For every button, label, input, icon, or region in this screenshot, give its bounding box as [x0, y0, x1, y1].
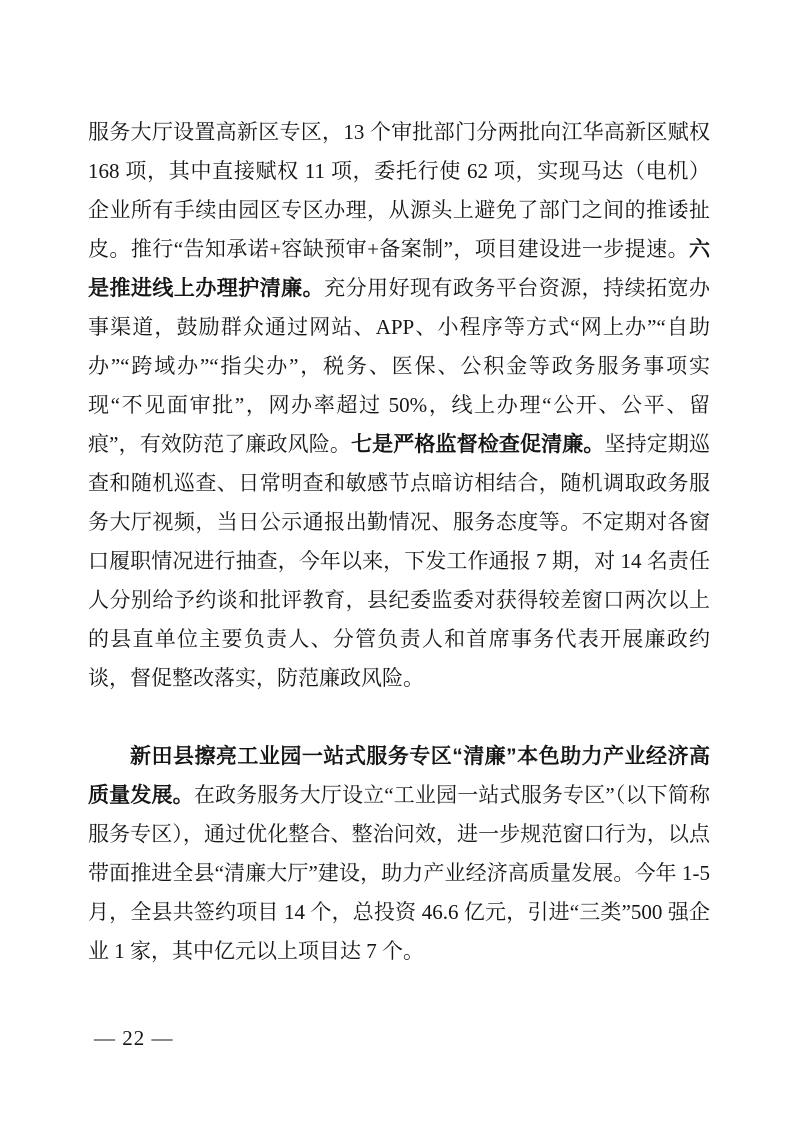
paragraph-1-segment-5: 坚持定期巡查和随机巡查、日常明查和敏感节点暗访相结合，随机调取政务服务大厅视频，当日公示通报出勤情况、服务态度等。不定期对各窗口履职情况进行抽查，今年以来，下发工作通报 7 期，对 14 名责任人分别给予约谈和批评教育，县纪委监委对获得较差窗口两次以上的县直单位主要负责人、分管负责人和首席事务代表开展廉政约谈，督促整改落实，防范廉政风险。 [88, 432, 711, 690]
page-number: — 22 — [94, 1026, 174, 1050]
paragraph-2 [88, 737, 710, 971]
paragraph-1 [88, 113, 710, 698]
paragraph-2-bold-lead: 新田县擦亮工业园一站式服务专区“清廉”本色助力产业经济高质量发展。 [88, 745, 710, 807]
paragraph-1-segment-1: 服务大厅设置高新区专区，13 个审批部门分两批向江华高新区赋权 168 项，其中直接赋权 11 项，委托行使 62 项，实现马达（电机）企业所有手续由园区专区办理，从源头上避免了部门之间的推诿扯皮。推行“告知承诺+容缺预审+备案制”，项目建设进一步提速。 [88, 120, 710, 261]
document-text-block [88, 113, 710, 971]
paragraph-2-body-text: 在政务服务大厅设立“工业园一站式服务专区”（以下简称服务专区），通过优化整合、整治问效，进一步规范窗口行为，以点带面推进全县“清廉大厅”建设，助力产业经济高质量发展。今年 1-5 月，全县共签约项目 14 个，总投资 46.6 亿元，引进“三类”500 强企业 1 家，其中亿元以上项目达 7 个。 [88, 783, 711, 963]
paragraph-1-emphasis-seven: 七是严格监督检查促清廉。 [350, 432, 605, 456]
paragraph-1-emphasis-six: 六是推进线上办理护清廉。 [88, 237, 710, 300]
paragraph-1-segment-3: 充分用好现有政务平台资源，持续拓宽办事渠道，鼓励群众通过网站、APP、小程序等方式“网上办”“自助办”“跨域办”“指尖办”，税务、医保、公积金等政务服务事项实现“不见面审批”，网办率超过 50%，线上办理“公开、公平、留痕”，有效防范了廉政风险。 [88, 276, 711, 456]
